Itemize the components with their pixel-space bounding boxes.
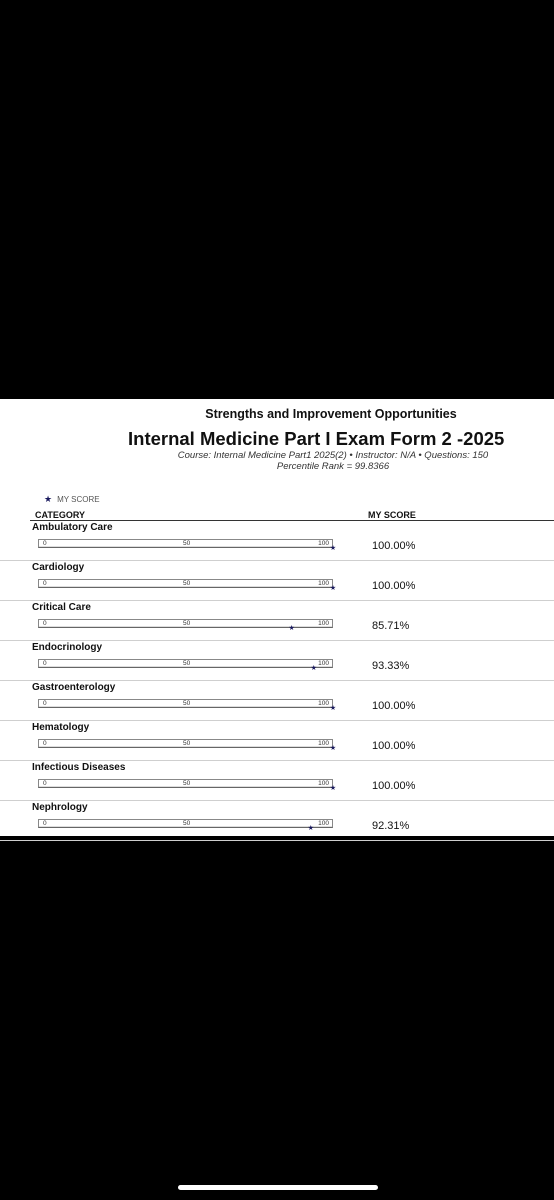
category-score: 92.31% — [372, 820, 410, 832]
scale-min: 0 — [43, 700, 47, 707]
category-label: Critical Care — [32, 602, 91, 613]
scale-min: 0 — [43, 660, 47, 667]
category-label: Nephrology — [32, 802, 88, 813]
category-label: Ambulatory Care — [32, 522, 113, 533]
scale-max: 100 — [318, 820, 329, 827]
scale-mid: 50 — [183, 660, 191, 667]
score-header: MY SCORE — [368, 510, 416, 520]
scale-max: 100 — [318, 540, 329, 547]
course-meta: Course: Internal Medicine Part1 2025(2) • Instructor: N/A • Questions: 150 — [177, 450, 489, 461]
scale-mid: 50 — [183, 700, 191, 707]
score-bar — [38, 539, 333, 548]
scale-max: 100 — [318, 580, 329, 587]
scale-max: 100 — [318, 780, 329, 787]
category-row — [0, 521, 554, 561]
category-label: Gastroenterology — [32, 682, 116, 693]
scale-mid: 50 — [183, 580, 191, 587]
score-bar — [38, 739, 333, 748]
category-label: Infectious Diseases — [32, 762, 126, 773]
score-marker-star-icon: ★ — [329, 585, 337, 592]
category-score: 100.00% — [372, 780, 416, 792]
score-marker-star-icon: ★ — [310, 665, 317, 672]
category-row — [0, 561, 554, 601]
scale-min: 0 — [43, 780, 47, 787]
home-indicator[interactable] — [178, 1185, 378, 1190]
percentile-rank: Percentile Rank = 99.8366 — [276, 461, 390, 472]
category-row — [0, 681, 554, 721]
scale-min: 0 — [43, 620, 47, 627]
scale-mid: 50 — [183, 780, 191, 787]
category-header: CATEGORY — [35, 510, 86, 520]
report-title: Internal Medicine Part I Exam Form 2 -2025 — [128, 428, 505, 449]
scale-min: 0 — [43, 540, 47, 547]
scale-mid: 50 — [183, 820, 191, 827]
score-bar — [38, 819, 333, 828]
category-label: Cardiology — [32, 562, 85, 573]
scale-mid: 50 — [183, 740, 191, 747]
category-list — [0, 521, 554, 841]
category-row — [0, 801, 554, 841]
score-marker-star-icon: ★ — [329, 545, 337, 552]
scale-min: 0 — [43, 580, 47, 587]
score-marker-star-icon: ★ — [329, 745, 337, 752]
report-supertitle: Strengths and Improvement Opportunities — [205, 407, 457, 421]
score-bar — [38, 659, 333, 668]
score-marker-star-icon: ★ — [288, 625, 295, 632]
score-marker-star-icon: ★ — [329, 785, 337, 792]
scale-mid: 50 — [183, 540, 191, 547]
category-score: 93.33% — [372, 660, 410, 672]
category-label: Endocrinology — [32, 642, 102, 653]
star-icon: ★ — [44, 494, 53, 504]
scale-min: 0 — [43, 820, 47, 827]
category-score: 100.00% — [372, 580, 416, 592]
legend-label: MY SCORE — [57, 495, 100, 504]
score-bar — [38, 579, 333, 588]
score-report — [0, 399, 554, 836]
category-score: 85.71% — [372, 620, 410, 632]
scale-min: 0 — [43, 740, 47, 747]
score-marker-star-icon: ★ — [307, 825, 314, 832]
category-score: 100.00% — [372, 540, 416, 552]
scale-max: 100 — [318, 620, 329, 627]
score-marker-star-icon: ★ — [329, 705, 337, 712]
score-bar — [38, 779, 333, 788]
category-row — [0, 761, 554, 801]
scale-mid: 50 — [183, 620, 191, 627]
category-row — [0, 601, 554, 641]
category-row — [0, 721, 554, 761]
scale-max: 100 — [318, 740, 329, 747]
legend — [44, 494, 100, 505]
category-score: 100.00% — [372, 700, 416, 712]
score-bar — [38, 699, 333, 708]
category-score: 100.00% — [372, 740, 416, 752]
scale-max: 100 — [318, 700, 329, 707]
scale-max: 100 — [318, 660, 329, 667]
category-label: Hematology — [32, 722, 90, 733]
category-row — [0, 641, 554, 681]
